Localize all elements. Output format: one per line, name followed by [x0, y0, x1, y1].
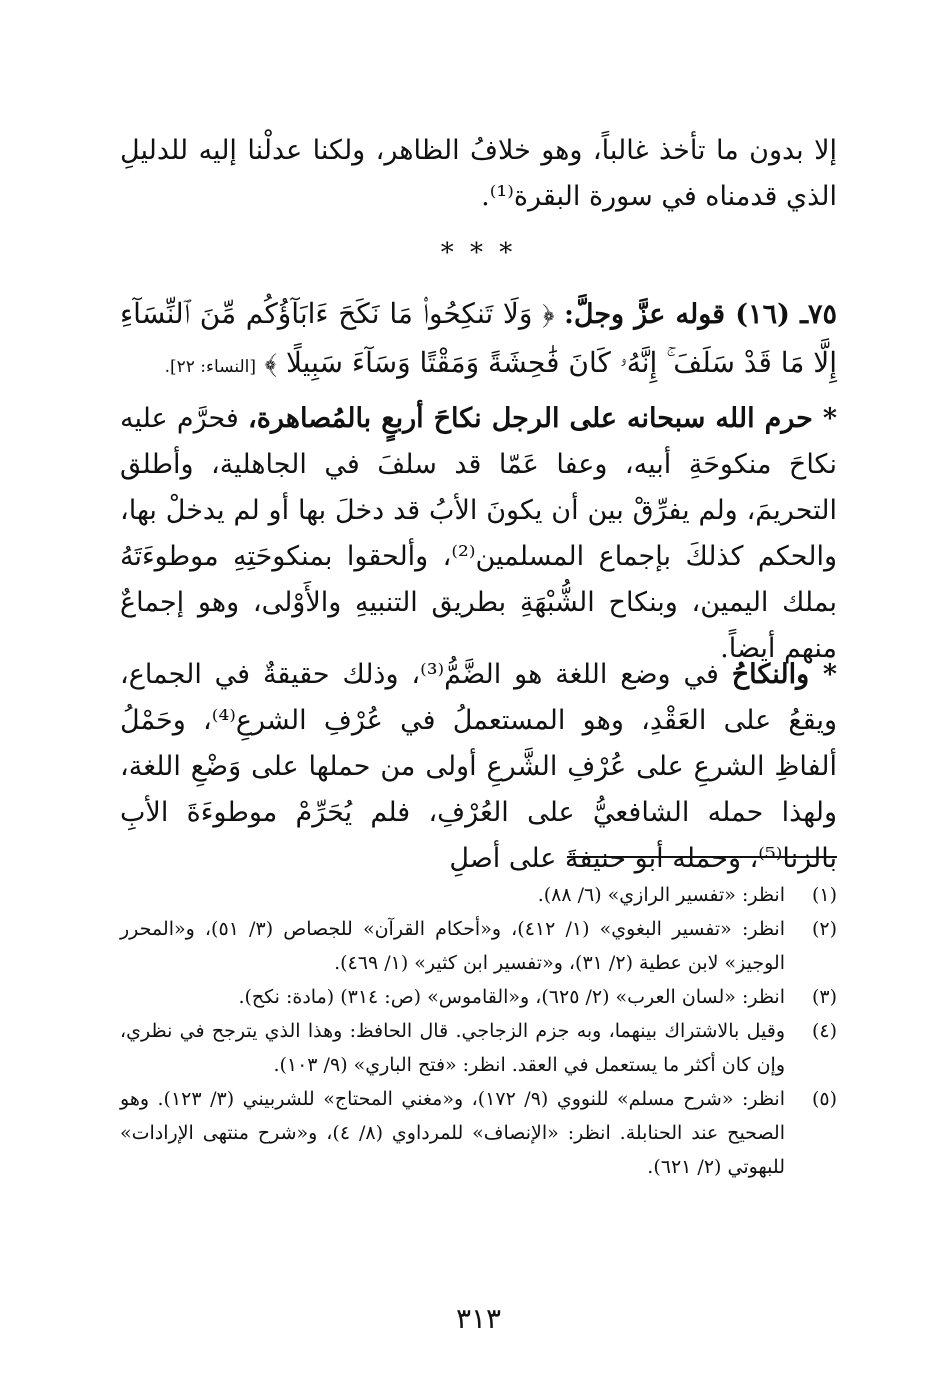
footnote-number: (٥): [811, 1088, 837, 1110]
paragraph-1: [120, 396, 837, 672]
footnote: [120, 980, 837, 1014]
quran-verse: ﴿ وَلَا تَنكِحُوا۟ مَا نَكَحَ ءَابَآؤُكُم مِّنَ ٱلنِّسَآءِ إِلَّا مَا قَدْ سَلَفَ ۚ إِنَّهُۥ كَانَ فَٰحِشَةً وَمَقْتًا وَسَآءَ سَبِيلًا ﴾: [120, 297, 837, 379]
section-separator: * * *: [440, 238, 517, 268]
verse-heading: [120, 290, 837, 391]
footnote: [120, 1014, 837, 1082]
paragraph-1-body: فحرَّم عليه نكاحَ منكوحَةِ أبيه، وعفا عَمّا قد سلفَ في الجاهلية، وأطلق التحريمَ، ولم يفرِّقْ بين أن يكونَ الأبُ قد دخلَ بها أو لم يدخلْ بها، والحكم كذلكَ بإجماع المسلمين⁽²⁾، وألحقوا بمنكوحَتِهِ موطوءَتَهُ بملك اليمين، وبنكاح الشُّبْهَةِ بطريق التنبيهِ والأَوْلى، وهو إجماعٌ منهم أيضاً.: [120, 403, 837, 664]
verse-citation: [النساء: ٢٢].: [164, 357, 257, 377]
paragraph-2: [120, 652, 837, 882]
footnote-text: انظر: «شرح مسلم» للنووي (٩/ ١٧٢)، و«مغني المحتاج» للشربيني (٣/ ١٢٣). وهو الصحيح عند الحنابلة. انظر: «الإنصاف» للمرداوي (٨/ ٤)، و«شرح منتهى الإرادات» للبهوتي (٢/ ٦٢١).: [120, 1088, 785, 1178]
footnote-text: انظر: «تفسير الرازي» (٦/ ٨٨).: [537, 884, 785, 906]
footnote-number: (٢): [811, 918, 837, 940]
footnote: [120, 1082, 837, 1184]
paragraph-2-lead: * والنكاحُ: [731, 659, 838, 690]
page-number: ٣١٣: [455, 1302, 502, 1335]
footnotes-list: [120, 878, 837, 1184]
book-page: [120, 0, 837, 1376]
paragraph-1-lead: * حرم الله سبحانه على الرجل نكاحَ أربعٍ بالمُصاهرة،: [247, 403, 837, 434]
footnote-number: (١): [811, 884, 837, 906]
paragraph-2-body: في وضع اللغة هو الضَّمُّ⁽³⁾، وذلك حقيقةٌ في الجماع، ويقعُ على العَقْدِ، وهو المستعملُ في عُرْفِ الشرعِ⁽⁴⁾، وحَمْلُ ألفاظِ الشرعِ على عُرْفِ الشَّرعِ أولى من حملها على وَضْعِ اللغة، ولهذا حمله الشافعيُّ على العُرْفِ، فلم يُحَرِّمْ موطوءَةَ الأبِ بالزنا⁽⁵⁾، وحمله أبو حنيفةَ على أصلِ: [120, 659, 837, 874]
footnote: [120, 878, 837, 912]
footnote-number: (٤): [811, 1020, 837, 1042]
footnote-number: (٣): [811, 986, 837, 1008]
intro-paragraph: إلا بدون ما تأخذ غالباً، وهو خلافُ الظاهر، ولكنا عدلْنا إليه للدليلِ الذي قدمناه في سورة البقرة⁽¹⁾.: [120, 135, 837, 212]
footnote-text: انظر: «تفسير البغوي» (١/ ٤١٢)، و«أحكام القرآن» للجصاص (٣/ ٥١)، و«المحرر الوجيز» لابن عطية (٢/ ٣١)، و«تفسير ابن كثير» (١/ ٤٦٩).: [120, 918, 785, 974]
footnote-text: وقيل بالاشتراك بينهما، وبه جزم الزجاجي. قال الحافظ: وهذا الذي يترجح في نظري، وإن كان أكثر ما يستعمل في العقد. انظر: «فتح الباري» (٩/ ١٠٣).: [120, 1020, 785, 1076]
footnote: [120, 912, 837, 980]
heading-number: ٧٥ـ (١٦) قوله عزَّ وجلَّ:: [563, 299, 837, 330]
footnote-divider: [567, 856, 837, 858]
footnote-text: انظر: «لسان العرب» (٢/ ٦٢٥)، و«القاموس» (ص: ٣١٤) (مادة: نكح).: [238, 986, 785, 1008]
